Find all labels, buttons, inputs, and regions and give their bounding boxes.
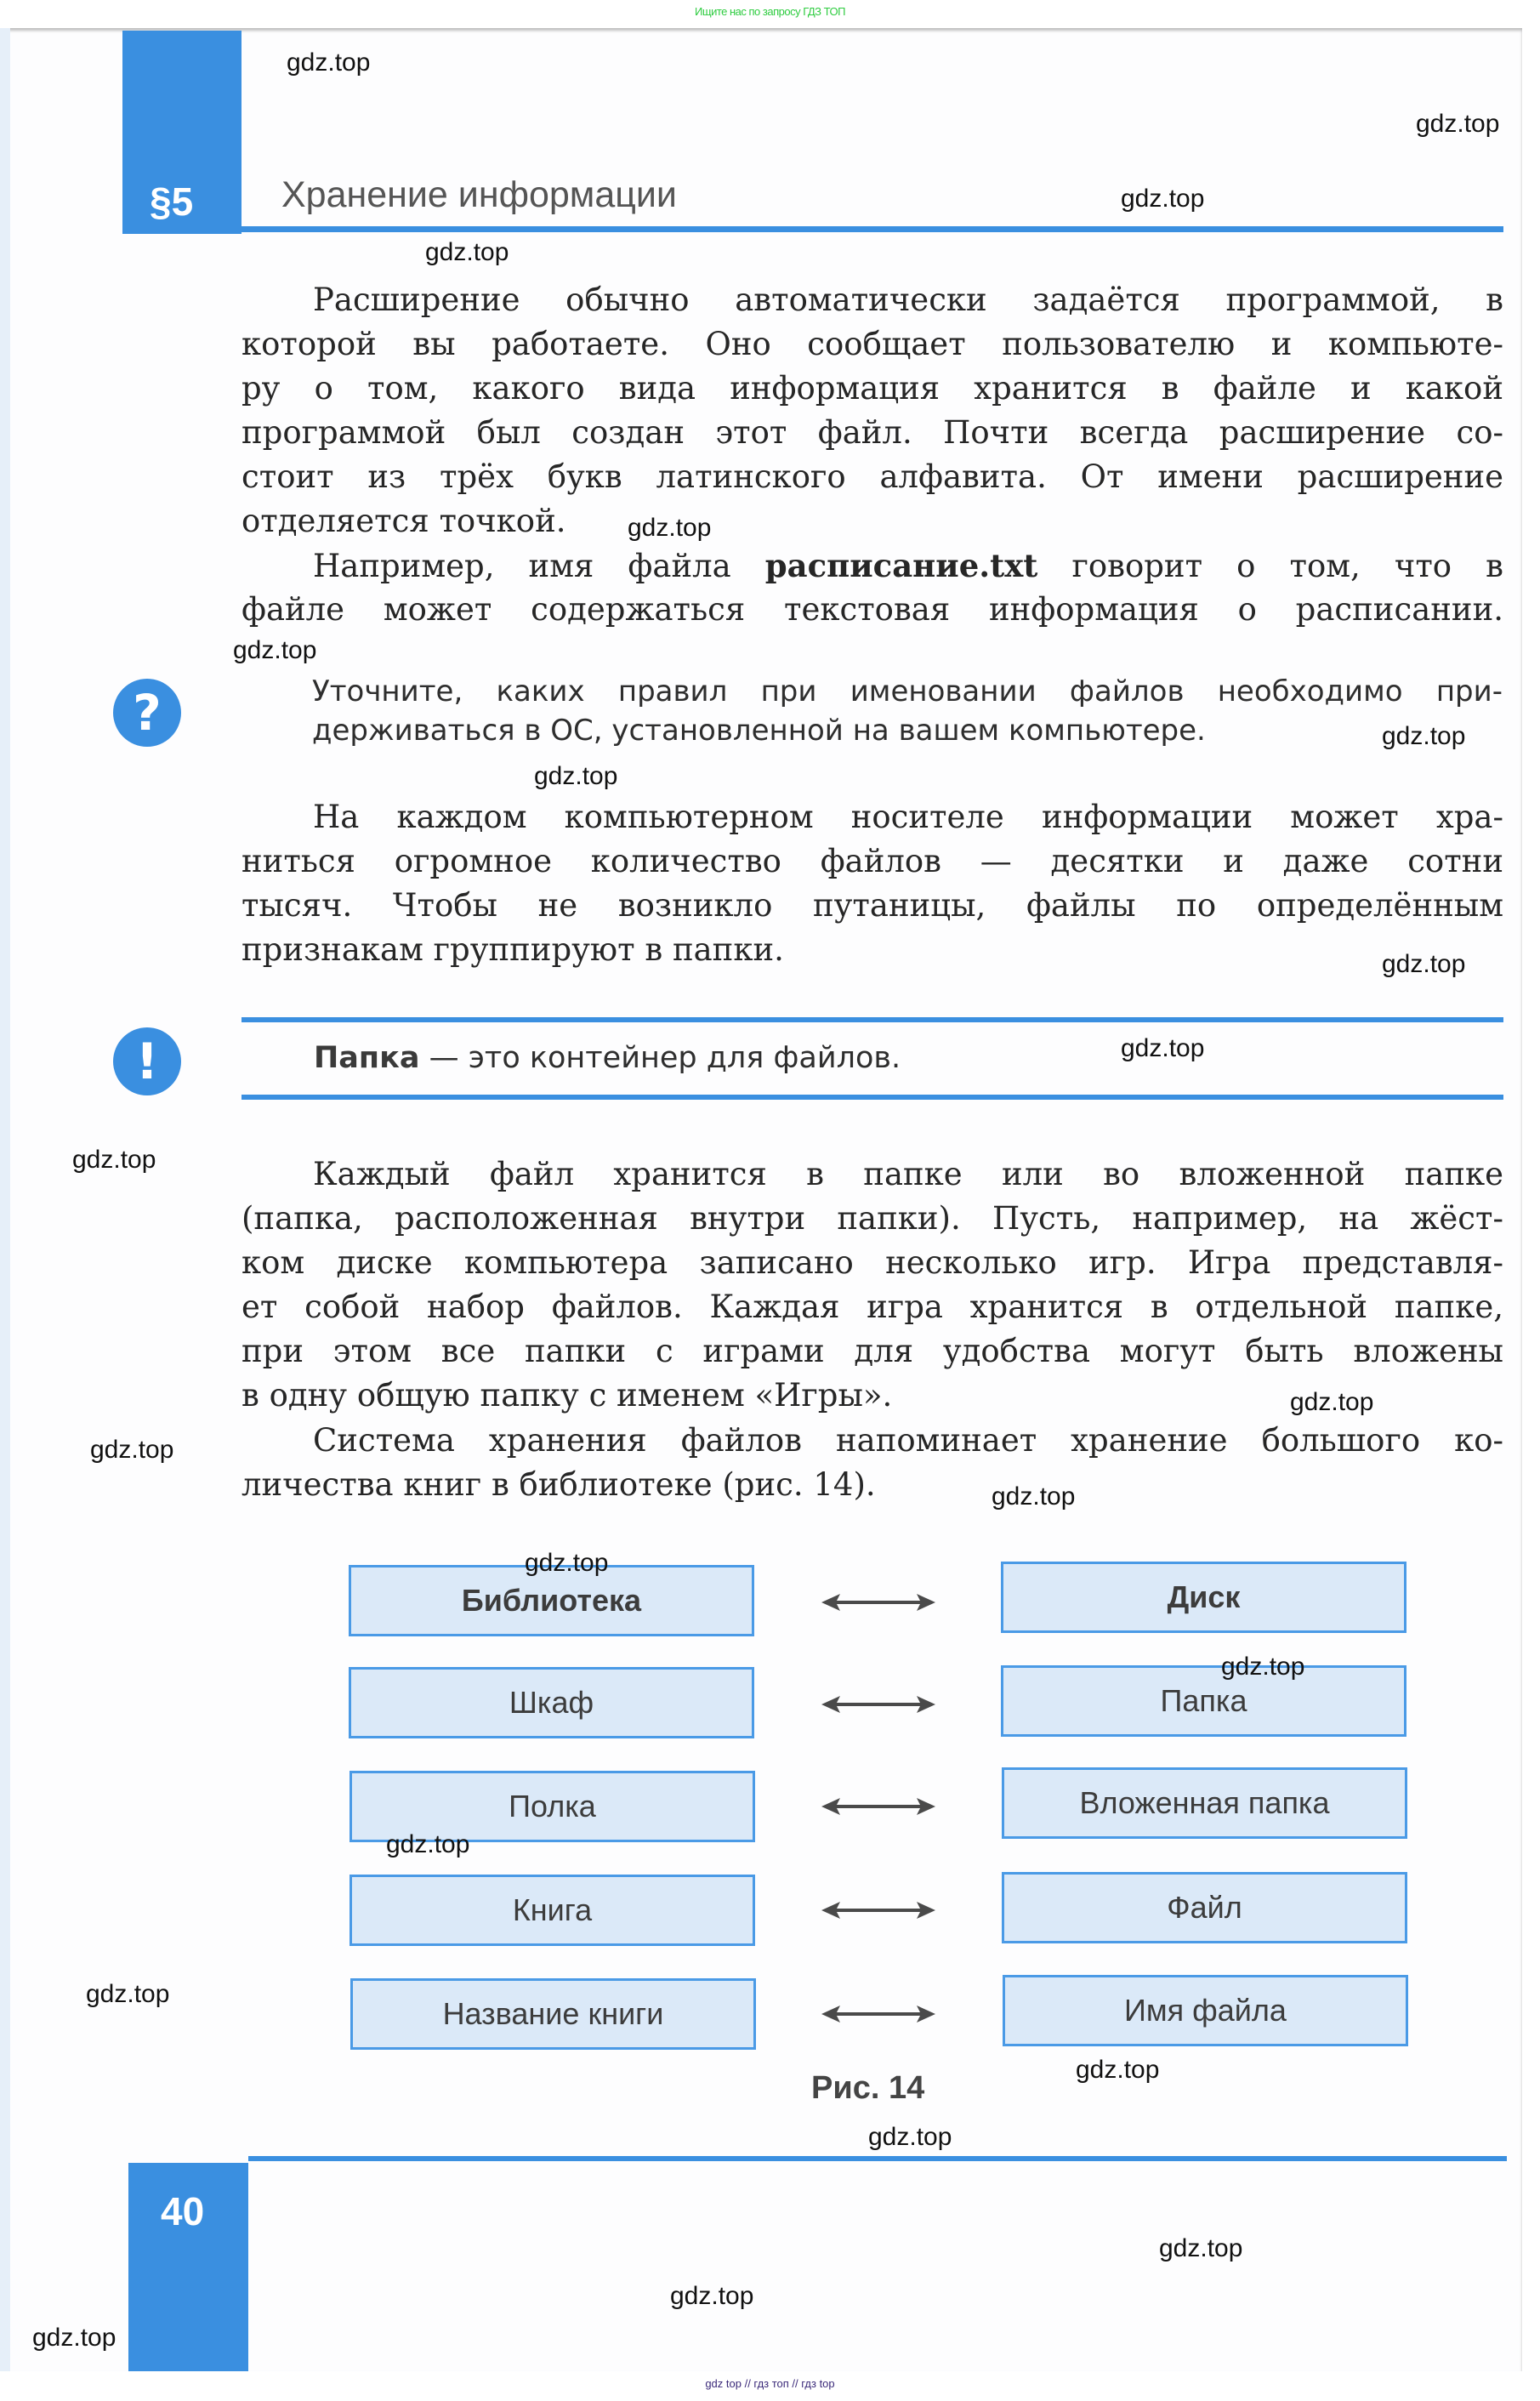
text-line: ет собой набор файлов. Каждая игра хранится в отдельной папке, (242, 1289, 1503, 1325)
exclamation-icon: ! (113, 1027, 181, 1095)
definition-term: Папка (314, 1041, 420, 1075)
text-line: На каждом компьютерном носителе информации может хра- (313, 799, 1503, 835)
double-arrow-icon (821, 1902, 935, 1919)
text-line: ниться огромное количество файлов — десятки и даже сотни (242, 843, 1503, 879)
text-line: Расширение обычно автоматически задаётся программой, в (313, 282, 1503, 318)
text-line: ком диске компьютера записано несколько игр. Игра представля- (242, 1244, 1503, 1281)
text-line: отделяется точкой. (242, 503, 566, 539)
watermark: gdz.top (72, 1146, 156, 1174)
page-number: 40 (161, 2189, 205, 2233)
text-line: программой был создан этот файл. Почти всегда расширение со- (242, 414, 1503, 451)
paragraph-1 (242, 278, 1503, 543)
paragraph-5 (242, 1419, 1503, 1507)
box-disk: Диск (1001, 1562, 1406, 1633)
box-subfolder: Вложенная папка (1002, 1767, 1407, 1839)
top-banner (0, 0, 1540, 28)
banner-text: Ищите нас по запросу ГДЗ ТОП (695, 5, 845, 18)
watermark: gdz.top (1221, 1653, 1305, 1681)
page-title: Хранение информации (281, 174, 677, 215)
section-number: §5 (150, 179, 194, 224)
text-line: признакам группируют в папки. (242, 931, 784, 968)
double-arrow-icon (821, 1696, 935, 1713)
double-arrow-icon (821, 1594, 935, 1611)
question-icon: ? (113, 679, 181, 747)
text-span: говорит о том, что в (1037, 548, 1503, 584)
watermark: gdz.top (868, 2123, 952, 2151)
text-line: файле может содержаться текстовая информация о расписании. (242, 591, 1503, 628)
double-arrow-icon (821, 1798, 935, 1815)
watermark: gdz.top (1159, 2234, 1243, 2262)
watermark: gdz.top (32, 2324, 116, 2352)
watermark: gdz.top (525, 1549, 609, 1577)
text-line: тысяч. Чтобы не возникло путаницы, файлы по определённым (242, 887, 1503, 924)
text-line: при этом все папки с играми для удобства могут быть вложены (242, 1333, 1503, 1369)
paragraph-3 (242, 795, 1503, 972)
footer-rule (248, 2156, 1507, 2161)
filename-example: расписание.txt (764, 547, 1038, 584)
watermark: gdz.top (1076, 2056, 1160, 2084)
text-line (242, 543, 1503, 588)
text-line: которой вы работаете. Оно сообщает пользователю и компьюте- (242, 326, 1503, 362)
paragraph-2 (242, 543, 1503, 632)
watermark: gdz.top (386, 1830, 470, 1858)
watermark: gdz.top (425, 238, 509, 266)
definition-top-rule (242, 1017, 1503, 1022)
watermark: gdz.top (1121, 1034, 1205, 1062)
text-line: личества книг в библиотеке (рис. 14). (242, 1466, 876, 1503)
definition-text: — это контейнер для файлов. (419, 1041, 901, 1075)
watermark: gdz.top (534, 762, 618, 790)
text-line: стоит из трёх букв латинского алфавита. От имени расширение (242, 458, 1503, 495)
paragraph-4 (242, 1152, 1503, 1418)
text-span: Например, имя файла (313, 548, 765, 584)
box-file-name: Имя файла (1003, 1975, 1408, 2046)
text-line: держиваться в ОС, установленной на вашем компьютере. (312, 714, 1206, 748)
text-line: Система хранения файлов напоминает хранение большого ко- (313, 1422, 1503, 1459)
watermark: gdz.top (670, 2282, 754, 2310)
box-book: Книга (349, 1875, 755, 1946)
watermark: gdz.top (86, 1980, 170, 2008)
page-edge (0, 28, 10, 2371)
text-line: (папка, расположенная внутри папки). Пусть, например, на жёст- (242, 1200, 1503, 1237)
title-underline (242, 226, 1503, 232)
watermark: gdz.top (90, 1436, 174, 1464)
box-file: Файл (1002, 1872, 1407, 1943)
definition-bottom-rule (242, 1095, 1503, 1100)
text-line: Каждый файл хранится в папке или во вложенной папке (313, 1156, 1503, 1192)
double-arrow-icon (821, 2006, 935, 2023)
watermark: gdz.top (287, 48, 371, 77)
text-line: Уточните, каких правил при именовании файлов необходимо при- (312, 674, 1503, 708)
page-number-tab (128, 2163, 248, 2371)
question-note (312, 672, 1503, 750)
box-folder: Папка (1001, 1665, 1406, 1737)
box-book-title: Название книги (350, 1978, 756, 2050)
watermark: gdz.top (1382, 722, 1466, 750)
box-cabinet: Шкаф (349, 1667, 754, 1738)
text-line: ру о том, какого вида информация хранится в файле и какой (242, 370, 1503, 407)
watermark: gdz.top (1416, 110, 1500, 138)
text-line: в одну общую папку с именем «Игры». (242, 1377, 893, 1414)
watermark: gdz.top (1382, 950, 1466, 978)
figure-caption: Рис. 14 (811, 2070, 925, 2106)
watermark: gdz.top (628, 514, 712, 542)
watermark: gdz.top (233, 636, 317, 664)
footer (0, 2371, 1540, 2401)
watermark: gdz.top (1121, 185, 1205, 213)
watermark: gdz.top (992, 1482, 1076, 1511)
box-library: Библиотека (349, 1565, 754, 1636)
watermark: gdz.top (1290, 1388, 1374, 1416)
definition (314, 1041, 901, 1075)
box-shelf: Полка (349, 1771, 755, 1842)
footer-text: gdz top // гдз топ // гдз top (705, 2377, 835, 2390)
